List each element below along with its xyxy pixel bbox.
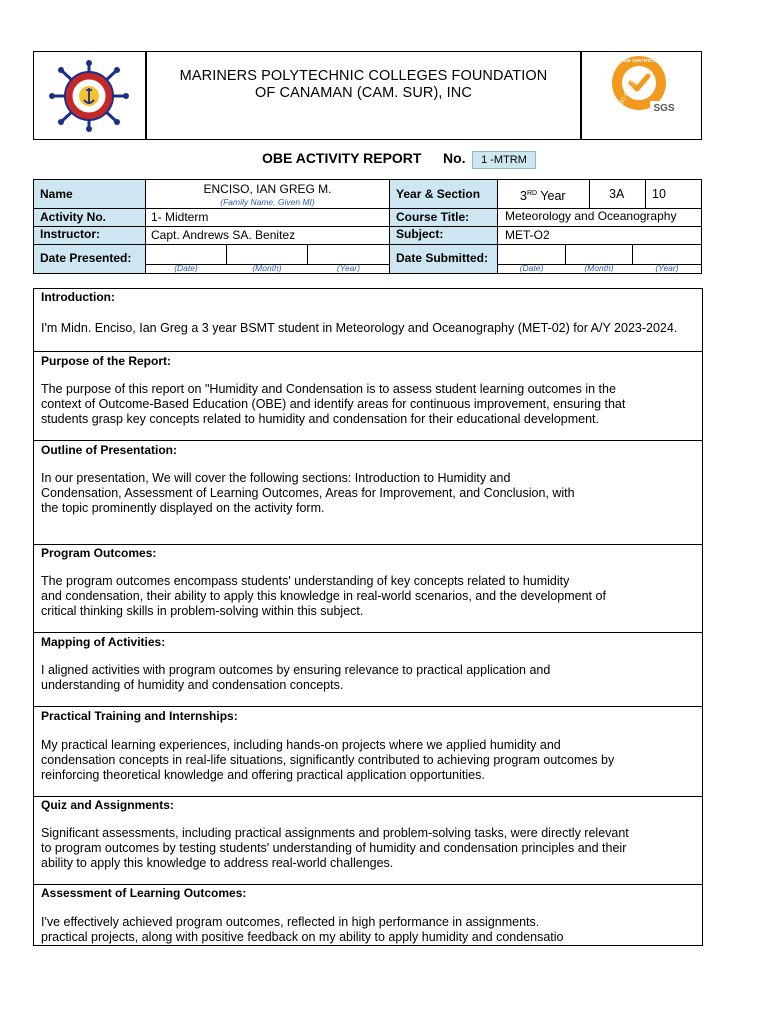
date-submitted-label: Date Submitted: xyxy=(390,244,497,273)
section-purpose-text: The purpose of this report on "Humidity and Condensation is to assess student learning outcomes in the context of Outcome-Based Education (OBE) and identify areas for continuous improvement, ensuring that students grasp key concepts related to humidity and condensation for their educational development. xyxy=(41,382,626,426)
course-title-field[interactable]: Meteorology and Oceanography xyxy=(505,209,677,223)
instructor-label: Instructor: xyxy=(34,226,145,244)
section-divider xyxy=(34,440,702,441)
grid-line xyxy=(34,244,701,245)
name-label: Name xyxy=(34,180,145,208)
activity-no-label: Activity No. xyxy=(34,208,145,226)
section-number-field[interactable]: 10 xyxy=(652,187,666,201)
section-outline-text: In our presentation, We will cover the following sections: Introduction to Humidity and Condensation, Assessment of Learning Outcomes, Areas for Improvement, and Conclusion, with the topic prominently displayed on the activity form. xyxy=(41,471,575,515)
year-field[interactable] xyxy=(520,187,589,203)
section-assessment-text: I've effectively achieved program outcomes, reflected in high performance in assignments. practical projects, along with positive feedback on my ability to apply humidity and condensatio xyxy=(41,915,564,944)
section-purpose-heading: Purpose of the Report: xyxy=(41,354,172,368)
grid-line xyxy=(565,244,566,264)
section-introduction-heading: Introduction: xyxy=(41,290,115,304)
year-word: Year xyxy=(537,189,566,204)
section-program-outcomes-text: The program outcomes encompass students' understanding of key concepts related to humidity and condensation, their ability to apply this knowledge in real-world scenarios, and the development of critical thinking skills in problem-solving within this subject. xyxy=(41,574,606,618)
grid-line xyxy=(34,226,701,227)
section-assessment-heading: Assessment of Learning Outcomes: xyxy=(41,886,247,900)
section-practical-training-text: My practical learning experiences, including hands-on projects where we applied humidity and condensation concepts in real-life situations, significantly contributed to achieving program outcomes by reinforcing theoretical knowledge and offering practical application opportunities. xyxy=(41,738,615,782)
section-mapping-heading: Mapping of Activities: xyxy=(41,635,166,649)
date-presented-month-hint: (Month) xyxy=(252,263,282,273)
instructor-field[interactable]: Capt. Andrews SA. Benitez xyxy=(151,228,296,242)
iso-certification-badge xyxy=(600,53,680,115)
section-divider xyxy=(34,884,702,885)
section-program-outcomes-heading: Program Outcomes: xyxy=(41,546,157,560)
subject-field[interactable]: MET-O2 xyxy=(505,228,550,242)
date-submitted-month-hint: (Month) xyxy=(584,263,614,273)
school-seal-logo xyxy=(48,60,130,132)
year-number: 3 xyxy=(520,189,527,204)
grid-line xyxy=(645,180,646,208)
date-presented-year-hint: (Year) xyxy=(336,263,361,273)
grid-line xyxy=(589,180,590,208)
section-divider xyxy=(34,632,702,633)
section-quiz-heading: Quiz and Assignments: xyxy=(41,798,174,812)
cert-badge-brand: SGS xyxy=(653,103,675,114)
date-submitted-year-hint: (Year) xyxy=(655,263,679,273)
date-submitted-day-hint: (Date) xyxy=(519,263,544,273)
cert-badge-code: ISO 9001:2000 xyxy=(617,72,642,108)
section-mapping-text: I aligned activities with program outcomes by ensuring relevance to practical application and understanding of humidity and condensation concepts. xyxy=(41,663,551,692)
section-quiz-text: Significant assessments, including practical assignments and problem-solving tasks, were directly relevant to program outcomes by testing students' understanding of humidity and condensation principles and their ability to apply this knowledge to address real-world challenges. xyxy=(41,826,629,870)
section-outline-heading: Outline of Presentation: xyxy=(41,443,178,457)
grid-line xyxy=(632,244,633,264)
section-divider xyxy=(34,351,702,352)
section-practical-training-heading: Practical Training and Internships: xyxy=(41,709,238,723)
name-field[interactable]: ENCISO, IAN GREG M. xyxy=(203,182,332,196)
course-title-label: Course Title: xyxy=(390,208,497,226)
header-divider-right xyxy=(580,51,582,140)
section-introduction-text: I'm Midn. Enciso, Ian Greg a 3 year BSMT student in Meteorology and Oceanography (MET-02) for A/Y 2023-2024. xyxy=(41,321,678,335)
report-number-field[interactable]: 1 -MTRM xyxy=(472,151,536,169)
report-title: OBE ACTIVITY REPORT xyxy=(262,150,422,166)
section-field[interactable]: 3A xyxy=(609,187,625,201)
subject-label: Subject: xyxy=(390,226,497,244)
organization-name-line2: OF CANAMAN (CAM. SUR), INC xyxy=(255,85,472,101)
report-number-label: No. xyxy=(443,150,466,166)
cert-badge-top-text: SYSTEM CERTIFICATION xyxy=(611,58,667,63)
organization-name-line1: MARINERS POLYTECHNIC COLLEGES FOUNDATION xyxy=(179,68,548,84)
name-format-hint: (Family Name, Given MI) xyxy=(220,197,315,207)
section-divider xyxy=(34,796,702,797)
grid-line xyxy=(226,244,227,264)
organization-name xyxy=(147,68,580,102)
grid-line xyxy=(307,244,308,264)
date-presented-label: Date Presented: xyxy=(34,244,145,273)
activity-no-field[interactable]: 1- Midterm xyxy=(151,210,209,224)
year-section-label: Year & Section xyxy=(390,180,497,208)
year-suffix: RD xyxy=(526,190,538,197)
section-divider xyxy=(34,544,702,545)
date-presented-day-hint: (Date) xyxy=(174,263,198,273)
section-divider xyxy=(34,706,702,707)
